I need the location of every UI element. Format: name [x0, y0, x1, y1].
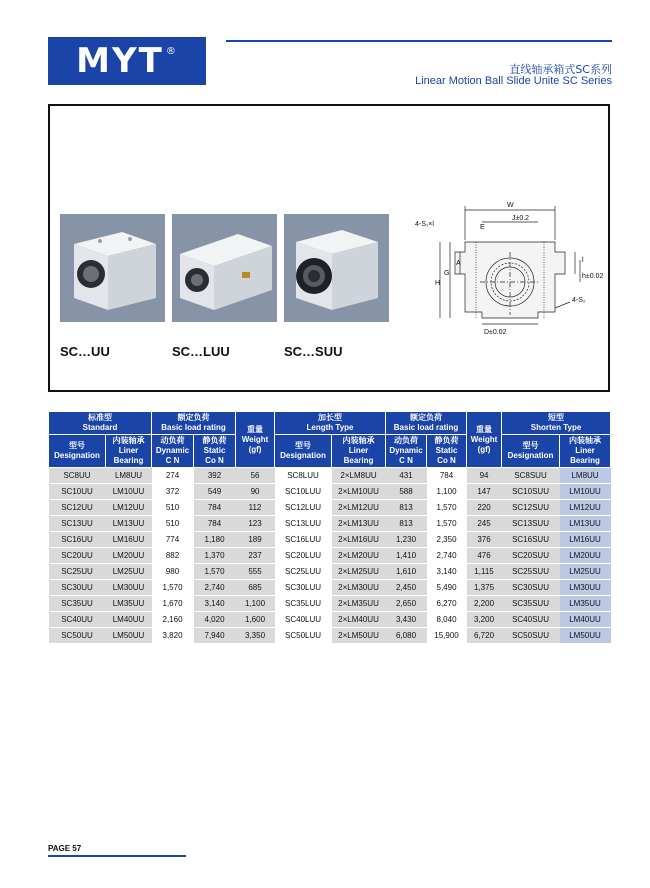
- table-cell: LM50UU: [560, 628, 611, 644]
- page-number: PAGE 57: [48, 844, 82, 853]
- table-cell: 2×LM16UU: [332, 532, 386, 548]
- table-cell: 8,040: [427, 612, 467, 628]
- table-cell: 2×LM30UU: [332, 580, 386, 596]
- table-cell: SC12SUU: [502, 500, 560, 516]
- table-row: [49, 596, 611, 612]
- table-cell: LM13UU: [560, 516, 611, 532]
- table-cell: SC8UU: [49, 468, 106, 484]
- table-cell: 2×LM12UU: [332, 500, 386, 516]
- table-cell: SC20LUU: [275, 548, 332, 564]
- table-cell: SC20SUU: [502, 548, 560, 564]
- table-cell: 882: [152, 548, 194, 564]
- table-cell: 2×LM40UU: [332, 612, 386, 628]
- dim-j: J±0.2: [512, 215, 530, 222]
- table-cell: 2,350: [427, 532, 467, 548]
- table-cell: LM10UU: [560, 484, 611, 500]
- table-cell: LM25UU: [106, 564, 152, 580]
- table-cell: SC13LUU: [275, 516, 332, 532]
- table-cell: SC35LUU: [275, 596, 332, 612]
- table-cell: 1,230: [386, 532, 427, 548]
- table-cell: SC50LUU: [275, 628, 332, 644]
- table-cell: 1,370: [194, 548, 236, 564]
- table-cell: SC30UU: [49, 580, 106, 596]
- table-cell: LM20UU: [106, 548, 152, 564]
- table-cell: 1,100: [427, 484, 467, 500]
- table-cell: 2×LM10UU: [332, 484, 386, 500]
- table-row: [49, 500, 611, 516]
- table-cell: SC10UU: [49, 484, 106, 500]
- table-cell: 2×LM8UU: [332, 468, 386, 484]
- table-cell: 1,570: [194, 564, 236, 580]
- table-cell: 3,140: [194, 596, 236, 612]
- table-cell: LM40UU: [106, 612, 152, 628]
- table-cell: SC13SUU: [502, 516, 560, 532]
- table-cell: SC16UU: [49, 532, 106, 548]
- table-cell: 3,140: [427, 564, 467, 580]
- table-cell: 2,740: [427, 548, 467, 564]
- table-cell: 6,270: [427, 596, 467, 612]
- table-cell: LM30UU: [560, 580, 611, 596]
- spec-table-body: [49, 468, 611, 644]
- table-cell: 784: [194, 500, 236, 516]
- table-cell: LM12UU: [106, 500, 152, 516]
- table-cell: 1,100: [236, 596, 275, 612]
- table-cell: SC50UU: [49, 628, 106, 644]
- table-cell: SC40SUU: [502, 612, 560, 628]
- col-dynamic-l: 动负荷 Dynamic C N: [386, 435, 427, 468]
- dim-s1: 4-S₁×l: [415, 221, 434, 228]
- dim-a: A: [456, 260, 461, 267]
- table-cell: SC10SUU: [502, 484, 560, 500]
- table-cell: 4,020: [194, 612, 236, 628]
- spec-table: [48, 411, 611, 644]
- product-label-suu: SC…SUU: [284, 344, 343, 359]
- table-cell: SC40UU: [49, 612, 106, 628]
- table-cell: 784: [194, 516, 236, 532]
- product-figure-box: [48, 104, 610, 392]
- table-cell: 1,600: [236, 612, 275, 628]
- dim-l: l: [582, 257, 584, 264]
- table-cell: 189: [236, 532, 275, 548]
- table-cell: 2,450: [386, 580, 427, 596]
- table-cell: 274: [152, 468, 194, 484]
- table-cell: 1,375: [467, 580, 502, 596]
- table-cell: SC25LUU: [275, 564, 332, 580]
- table-cell: LM20UU: [560, 548, 611, 564]
- table-row: [49, 468, 611, 484]
- table-cell: SC30LUU: [275, 580, 332, 596]
- table-cell: 2×LM13UU: [332, 516, 386, 532]
- table-cell: 2×LM25UU: [332, 564, 386, 580]
- table-cell: SC16LUU: [275, 532, 332, 548]
- table-cell: 372: [152, 484, 194, 500]
- table-cell: LM40UU: [560, 612, 611, 628]
- table-cell: 980: [152, 564, 194, 580]
- table-row: [49, 516, 611, 532]
- col-liner: 内装轴承 Liner Bearing: [106, 435, 152, 468]
- table-cell: 56: [236, 468, 275, 484]
- col-static: 静负荷 Static Co N: [194, 435, 236, 468]
- table-row: [49, 532, 611, 548]
- dim-d: D±0.02: [484, 329, 507, 336]
- group-weight-standard: 重量 Weight (gf): [236, 412, 275, 468]
- table-cell: 588: [386, 484, 427, 500]
- dim-w: W: [507, 202, 514, 209]
- table-cell: SC40LUU: [275, 612, 332, 628]
- table-cell: SC20UU: [49, 548, 106, 564]
- table-cell: SC12UU: [49, 500, 106, 516]
- table-cell: 1,670: [152, 596, 194, 612]
- table-cell: LM35UU: [106, 596, 152, 612]
- page-title-en: Linear Motion Ball Slide Unite SC Series: [415, 75, 612, 87]
- table-cell: 3,820: [152, 628, 194, 644]
- table-cell: 2×LM20UU: [332, 548, 386, 564]
- table-cell: LM50UU: [106, 628, 152, 644]
- table-cell: 237: [236, 548, 275, 564]
- col-dynamic: 动负荷 Dynamic C N: [152, 435, 194, 468]
- dimension-drawing: [410, 190, 610, 350]
- group-shorten: 短型 Shorten Type: [502, 412, 611, 435]
- table-group-header-row: [49, 412, 611, 435]
- table-row: [49, 628, 611, 644]
- table-row: [49, 564, 611, 580]
- table-cell: LM16UU: [106, 532, 152, 548]
- table-cell: 510: [152, 500, 194, 516]
- table-cell: SC35SUU: [502, 596, 560, 612]
- col-liner-l: 内装轴承 Liner Bearing: [332, 435, 386, 468]
- dim-e: E: [480, 224, 485, 231]
- table-cell: 813: [386, 516, 427, 532]
- product-photo-luu: [172, 214, 277, 322]
- dim-h: H: [435, 280, 441, 287]
- col-liner-s: 内装轴承 Liner Bearing: [560, 435, 611, 468]
- table-cell: LM8UU: [560, 468, 611, 484]
- footer-rule: [48, 855, 186, 857]
- table-cell: LM35UU: [560, 596, 611, 612]
- table-cell: 2,200: [467, 596, 502, 612]
- table-cell: LM8UU: [106, 468, 152, 484]
- table-cell: SC16SUU: [502, 532, 560, 548]
- table-cell: 90: [236, 484, 275, 500]
- dim-s2: 4-S₂: [572, 297, 586, 304]
- table-cell: 2,160: [152, 612, 194, 628]
- table-cell: 123: [236, 516, 275, 532]
- product-photo-suu: [284, 214, 389, 322]
- table-cell: 2×LM50UU: [332, 628, 386, 644]
- table-cell: SC10LUU: [275, 484, 332, 500]
- col-designation-l: 型号 Designation: [275, 435, 332, 468]
- table-cell: 3,200: [467, 612, 502, 628]
- table-cell: LM13UU: [106, 516, 152, 532]
- table-cell: 510: [152, 516, 194, 532]
- product-photo-uu: [60, 214, 165, 322]
- table-cell: 1,570: [427, 500, 467, 516]
- table-cell: SC50SUU: [502, 628, 560, 644]
- brand-logo: [48, 37, 206, 85]
- table-cell: 2,740: [194, 580, 236, 596]
- table-row: [49, 548, 611, 564]
- dim-g: G: [444, 270, 450, 277]
- brand-name: MYT: [76, 41, 164, 81]
- group-standard: 标准型 Standard: [49, 412, 152, 435]
- table-cell: SC30SUU: [502, 580, 560, 596]
- table-cell: 1,570: [427, 516, 467, 532]
- table-cell: LM16UU: [560, 532, 611, 548]
- table-cell: SC25SUU: [502, 564, 560, 580]
- col-static-l: 静负荷 Static Co N: [427, 435, 467, 468]
- table-cell: 15,900: [427, 628, 467, 644]
- product-label-uu: SC…UU: [60, 344, 110, 359]
- table-cell: 784: [427, 468, 467, 484]
- table-cell: 3,350: [236, 628, 275, 644]
- table-cell: LM30UU: [106, 580, 152, 596]
- table-cell: SC25UU: [49, 564, 106, 580]
- registered-mark: ®: [165, 45, 178, 57]
- table-cell: 2,650: [386, 596, 427, 612]
- table-cell: SC12LUU: [275, 500, 332, 516]
- table-cell: 7,940: [194, 628, 236, 644]
- table-cell: 476: [467, 548, 502, 564]
- table-cell: 5,490: [427, 580, 467, 596]
- table-cell: SC13UU: [49, 516, 106, 532]
- table-cell: 6,720: [467, 628, 502, 644]
- table-cell: 2×LM35UU: [332, 596, 386, 612]
- table-cell: 1,610: [386, 564, 427, 580]
- table-cell: 94: [467, 468, 502, 484]
- table-cell: 685: [236, 580, 275, 596]
- table-cell: SC8LUU: [275, 468, 332, 484]
- table-row: [49, 580, 611, 596]
- table-cell: LM12UU: [560, 500, 611, 516]
- table-cell: LM25UU: [560, 564, 611, 580]
- table-cell: 555: [236, 564, 275, 580]
- table-cell: 431: [386, 468, 427, 484]
- table-cell: 147: [467, 484, 502, 500]
- table-cell: 376: [467, 532, 502, 548]
- page-title-cn: 直线轴承箱式SC系列: [509, 63, 612, 76]
- table-cell: 549: [194, 484, 236, 500]
- group-load-length: 额定负荷 Basic load rating: [386, 412, 467, 435]
- table-cell: 1,410: [386, 548, 427, 564]
- table-cell: 1,180: [194, 532, 236, 548]
- table-cell: 6,080: [386, 628, 427, 644]
- table-cell: SC8SUU: [502, 468, 560, 484]
- header-rule: [226, 40, 612, 42]
- table-cell: 220: [467, 500, 502, 516]
- table-row: [49, 484, 611, 500]
- product-label-luu: SC…LUU: [172, 344, 230, 359]
- dim-h2: h±0.02: [582, 273, 604, 280]
- table-cell: 112: [236, 500, 275, 516]
- table-cell: 392: [194, 468, 236, 484]
- table-cell: 774: [152, 532, 194, 548]
- table-cell: LM10UU: [106, 484, 152, 500]
- table-row: [49, 612, 611, 628]
- table-cell: 245: [467, 516, 502, 532]
- table-cell: SC35UU: [49, 596, 106, 612]
- group-length: 加长型 Length Type: [275, 412, 386, 435]
- table-sub-header-row: [49, 435, 611, 468]
- table-cell: 1,115: [467, 564, 502, 580]
- table-cell: 1,570: [152, 580, 194, 596]
- col-designation-s: 型号 Designation: [502, 435, 560, 468]
- table-cell: 3,430: [386, 612, 427, 628]
- col-designation: 型号 Designation: [49, 435, 106, 468]
- group-load-standard: 额定负荷 Basic load rating: [152, 412, 236, 435]
- table-cell: 813: [386, 500, 427, 516]
- group-weight-length: 重量 Weight (gf): [467, 412, 502, 468]
